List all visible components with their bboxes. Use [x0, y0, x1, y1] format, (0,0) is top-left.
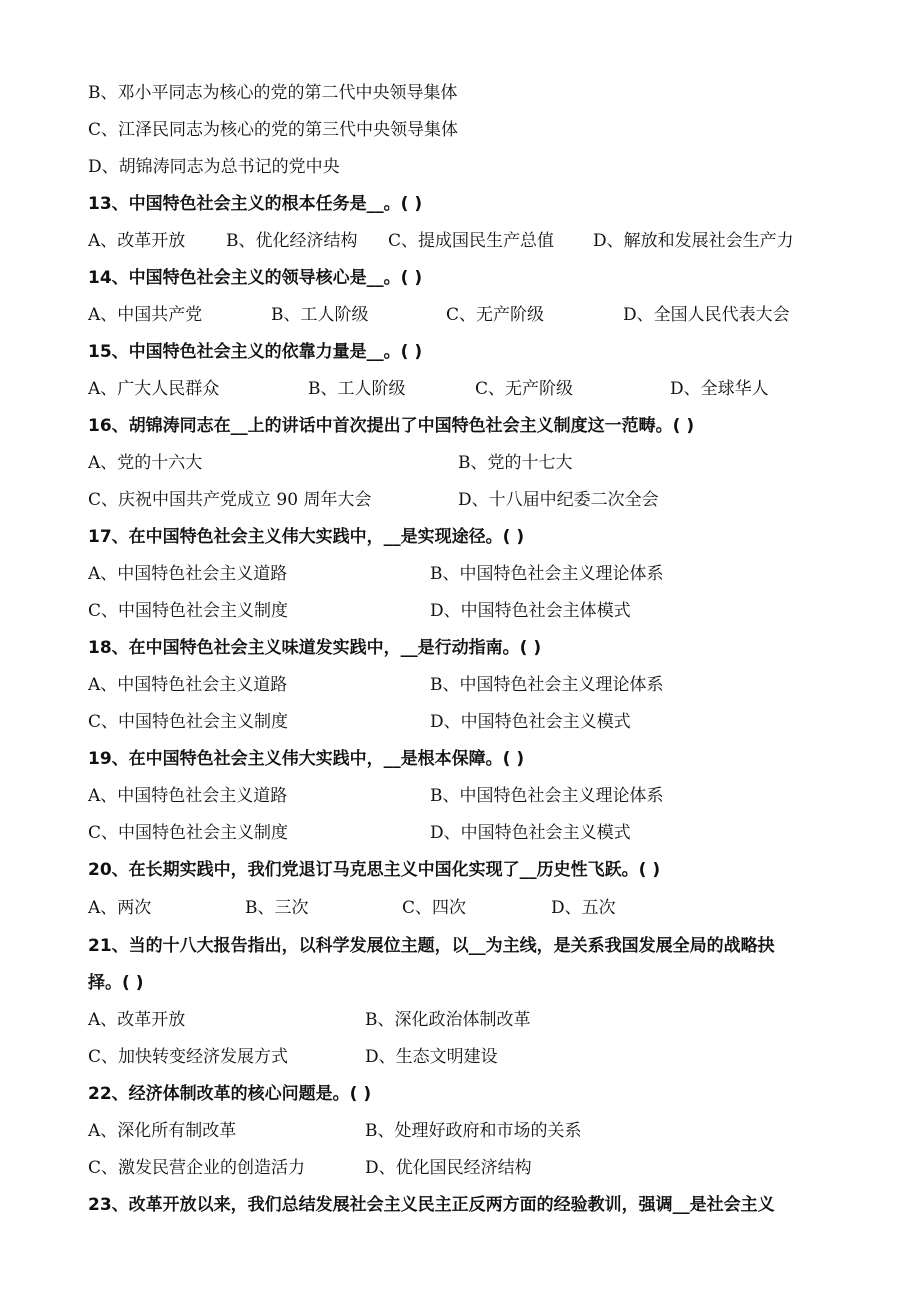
- option-d: D、中国特色社会主义模式: [430, 712, 631, 732]
- option-c: C、提成国民生产总值: [388, 231, 555, 251]
- option-d: D、生态文明建设: [365, 1047, 498, 1067]
- option-b: B、优化经济结构: [226, 231, 358, 251]
- option-a: A、两次: [88, 898, 152, 918]
- option-line: D、胡锦涛同志为总书记的党中央: [88, 157, 340, 177]
- option-b: B、工人阶级: [308, 379, 406, 399]
- option-line: C、江泽民同志为核心的党的第三代中央领导集体: [88, 120, 459, 140]
- option-c: C、四次: [402, 898, 467, 918]
- option-a: A、广大人民群众: [88, 379, 220, 399]
- option-a: A、中国共产党: [88, 305, 203, 325]
- option-b: B、中国特色社会主义理论体系: [430, 786, 664, 806]
- option-a: A、改革开放: [88, 231, 186, 251]
- option-c: C、激发民营企业的创造活力: [88, 1158, 306, 1178]
- option-c: C、庆祝中国共产党成立 90 周年大会: [88, 490, 372, 510]
- option-a: A、党的十六大: [88, 453, 203, 473]
- option-a: A、改革开放: [88, 1010, 186, 1030]
- question-21-stem: 21、当的十八大报告指出，以科学发展位主题，以__为主线，是关系我国发展全局的战略抉: [88, 936, 775, 956]
- question-23-stem: 23、改革开放以来，我们总结发展社会主义民主正反两方面的经验教训，强调__是社会主义: [88, 1195, 775, 1215]
- option-d: D、全国人民代表大会: [623, 305, 790, 325]
- option-b: B、三次: [245, 898, 309, 918]
- option-a: A、中国特色社会主义道路: [88, 786, 288, 806]
- question-18-stem: 18、在中国特色社会主义味道发实践中，__是行动指南。( ): [88, 638, 542, 658]
- option-c: C、无产阶级: [475, 379, 574, 399]
- option-line: B、邓小平同志为核心的党的第二代中央领导集体: [88, 83, 458, 103]
- option-c: C、中国特色社会主义制度: [88, 823, 289, 843]
- option-d: D、中国特色社会主义模式: [430, 823, 631, 843]
- question-15-stem: 15、中国特色社会主义的依靠力量是__。( ): [88, 342, 423, 362]
- option-c: C、中国特色社会主义制度: [88, 712, 289, 732]
- option-d: D、解放和发展社会生产力: [593, 231, 794, 251]
- option-a: A、深化所有制改革: [88, 1121, 237, 1141]
- question-14-stem: 14、中国特色社会主义的领导核心是__。( ): [88, 268, 423, 288]
- option-b: B、深化政治体制改革: [365, 1010, 531, 1030]
- option-b: B、中国特色社会主义理论体系: [430, 564, 664, 584]
- option-c: C、加快转变经济发展方式: [88, 1047, 289, 1067]
- question-20-stem: 20、在长期实践中，我们党退订马克思主义中国化实现了__历史性飞跃。( ): [88, 860, 661, 880]
- option-b: B、处理好政府和市场的关系: [365, 1121, 582, 1141]
- question-16-stem: 16、胡锦涛同志在__上的讲话中首次提出了中国特色社会主义制度这一范畴。( ): [88, 416, 695, 436]
- option-d: D、五次: [551, 898, 616, 918]
- option-d: D、全球华人: [670, 379, 769, 399]
- option-b: B、党的十七大: [458, 453, 573, 473]
- question-22-stem: 22、经济体制改革的核心问题是。( ): [88, 1084, 372, 1104]
- option-d: D、十八届中纪委二次全会: [458, 490, 659, 510]
- question-13-stem: 13、中国特色社会主义的根本任务是__。( ): [88, 194, 423, 214]
- option-b: B、工人阶级: [271, 305, 369, 325]
- option-a: A、中国特色社会主义道路: [88, 675, 288, 695]
- option-b: B、中国特色社会主义理论体系: [430, 675, 664, 695]
- option-c: C、无产阶级: [446, 305, 545, 325]
- question-19-stem: 19、在中国特色社会主义伟大实践中，__是根本保障。( ): [88, 749, 525, 769]
- option-d: D、优化国民经济结构: [365, 1158, 532, 1178]
- option-a: A、中国特色社会主义道路: [88, 564, 288, 584]
- option-c: C、中国特色社会主义制度: [88, 601, 289, 621]
- question-21-stem-continued: 择。( ): [88, 973, 144, 993]
- option-d: D、中国特色社会主体模式: [430, 601, 631, 621]
- question-17-stem: 17、在中国特色社会主义伟大实践中，__是实现途径。( ): [88, 527, 525, 547]
